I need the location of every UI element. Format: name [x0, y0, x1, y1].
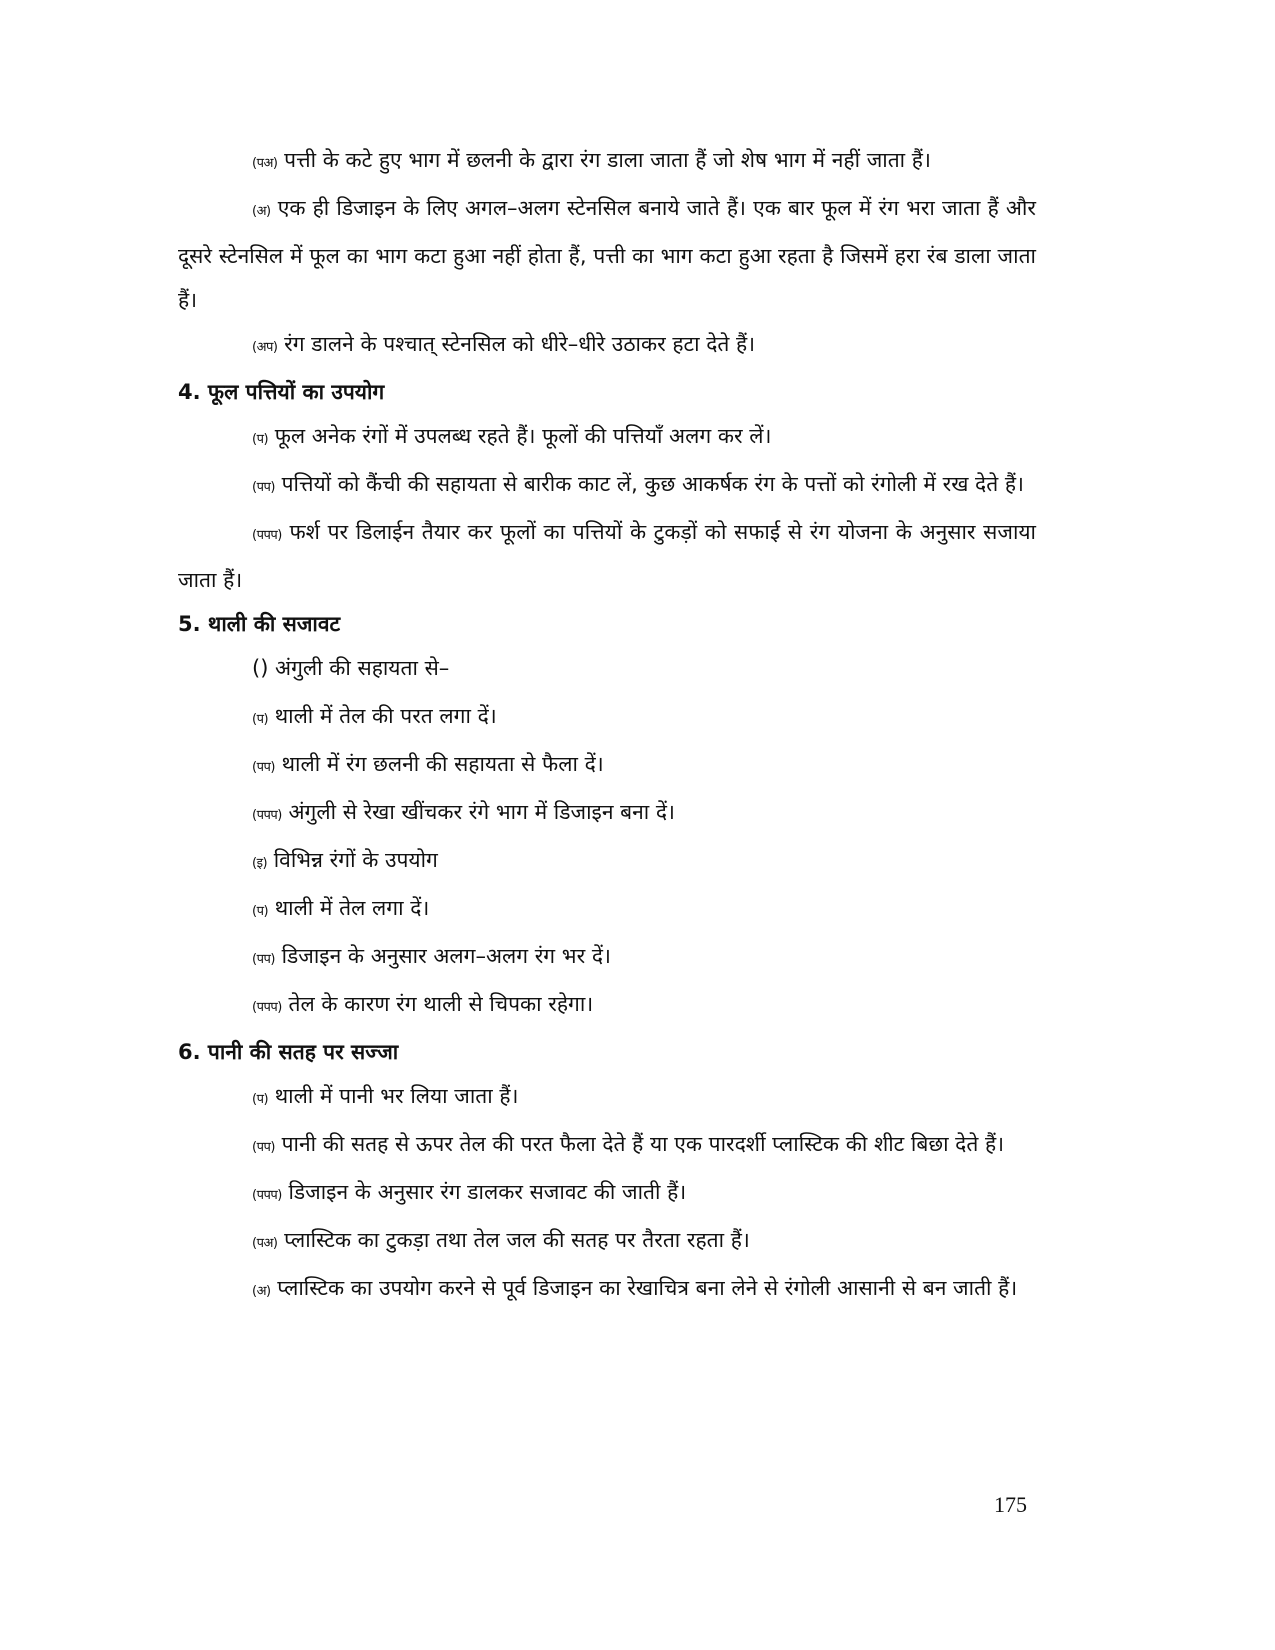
paragraph-water-step-4: [178, 1218, 1036, 1266]
list-marker: (इ): [252, 856, 268, 871]
list-marker: (प): [252, 1092, 269, 1107]
paragraph-text: डिजाइन के अनुसार रंग डालकर सजावट की जाती हैं।: [281, 1180, 687, 1204]
paragraph-text: पानी की सतह से ऊपर तेल की परत फैला देते हैं या एक पारदर्शी प्लास्टिक की शीट बिछा देते हैं।: [274, 1132, 1005, 1156]
paragraph-colors-intro: [178, 838, 1036, 886]
section-heading-flower-petals: 4. फूल पत्तियों का उपयोग: [178, 380, 385, 404]
paragraph-finger-step-2: [178, 742, 1036, 790]
paragraph-text: विभिन्न रंगों के उपयोग: [267, 848, 438, 872]
list-marker: (पपप): [252, 808, 282, 823]
paragraph-water-step-5: [178, 1266, 1036, 1314]
list-marker: (प): [252, 432, 269, 447]
paragraph-stencil-step-5: [178, 186, 1036, 322]
paragraph-text: डिजाइन के अनुसार अलग–अलग रंग भर दें।: [274, 944, 611, 968]
paragraph-text: थाली में पानी भर लिया जाता हैं।: [268, 1084, 519, 1108]
paragraph-text: एक ही डिजाइन के लिए अगल–अलग स्टेनसिल बनाये जाते हैं। एक बार फूल में रंग भरा जाता हैं और दूसरे स्टेनसिल में फूल का भाग कटा हुआ नहीं होता हैं, पत्ती का भाग कटा हुआ रहता है जिसमें हरा रंब डाला जाता हैं।: [178, 196, 1036, 312]
paragraph-colors-step-2: [178, 934, 1036, 982]
paragraph-finger-step-1: [178, 694, 1036, 742]
list-marker: (पप): [252, 760, 275, 775]
paragraph-text: थाली में तेल लगा दें।: [268, 896, 430, 920]
list-marker: (पपप): [252, 1000, 282, 1015]
list-marker: (पपप): [252, 528, 282, 543]
list-marker: (अप): [252, 340, 278, 355]
paragraph-text: () अंगुली की सहायता से–: [252, 656, 450, 680]
list-marker: (अ): [252, 204, 271, 219]
list-marker: (पप): [252, 1140, 275, 1155]
paragraph-text: रंग डालने के पश्चात् स्टेनसिल को धीरे–धीरे उठाकर हटा देते हैं।: [277, 332, 756, 356]
list-marker: (पप): [252, 480, 275, 495]
paragraph-text: फर्श पर डिलाईन तैयार कर फूलों का पत्तियों के टुकड़ों को सफाई से रंग योजना के अनुसार सजाया जाता हैं।: [178, 520, 1036, 592]
list-marker: (अ): [252, 1284, 271, 1299]
list-marker: (पप): [252, 952, 275, 967]
paragraph-finger-step-3: [178, 790, 1036, 838]
section-heading-water-surface: 6. पानी की सतह पर सज्जा: [178, 1040, 399, 1064]
paragraph-petals-step-2: [178, 462, 1036, 510]
paragraph-text: प्लास्टिक का उपयोग करने से पूर्व डिजाइन का रेखाचित्र बना लेने से रंगोली आसानी से बन जाती हैं।: [270, 1276, 1018, 1300]
list-marker: (पपप): [252, 1188, 282, 1203]
paragraph-water-step-1: [178, 1074, 1036, 1122]
paragraph-colors-step-3: [178, 982, 1036, 1030]
paragraph-text: पत्तियों को कैंची की सहायता से बारीक काट लें, कुछ आकर्षक रंग के पत्तों को रंगोली में रख देते हैं।: [274, 472, 1024, 496]
paragraph-text: थाली में तेल की परत लगा दें।: [268, 704, 497, 728]
paragraph-stencil-step-4: [178, 138, 1036, 186]
paragraph-text: प्लास्टिक का टुकड़ा तथा तेल जल की सतह पर तैरता रहता हैं।: [277, 1228, 750, 1252]
paragraph-water-step-3: [178, 1170, 1036, 1218]
paragraph-text: थाली में रंग छलनी की सहायता से फैला दें।: [274, 752, 604, 776]
list-marker: (पअ): [252, 1236, 278, 1251]
paragraph-text: अंगुली से रेखा खींचकर रंगे भाग में डिजाइन बना दें।: [281, 800, 676, 824]
paragraph-stencil-step-6: [178, 322, 1036, 370]
list-marker: (प): [252, 712, 269, 727]
list-marker: (प): [252, 904, 269, 919]
document-body: [178, 138, 1036, 1314]
paragraph-finger-intro: [178, 646, 1036, 694]
paragraph-text: पत्ती के कटे हुए भाग में छलनी के द्वारा रंग डाला जाता हैं जो शेष भाग में नहीं जाता हैं।: [277, 148, 931, 172]
paragraph-petals-step-1: [178, 414, 1036, 462]
paragraph-water-step-2: [178, 1122, 1036, 1170]
paragraph-text: फूल अनेक रंगों में उपलब्ध रहते हैं। फूलों की पत्तियाँ अलग कर लें।: [268, 424, 772, 448]
page-number: 175: [994, 1492, 1027, 1517]
section-heading-plate-decoration: 5. थाली की सजावट: [178, 612, 341, 636]
list-marker: (पअ): [252, 156, 278, 171]
paragraph-petals-step-3: [178, 510, 1036, 602]
paragraph-colors-step-1: [178, 886, 1036, 934]
paragraph-text: तेल के कारण रंग थाली से चिपका रहेगा।: [281, 992, 594, 1016]
